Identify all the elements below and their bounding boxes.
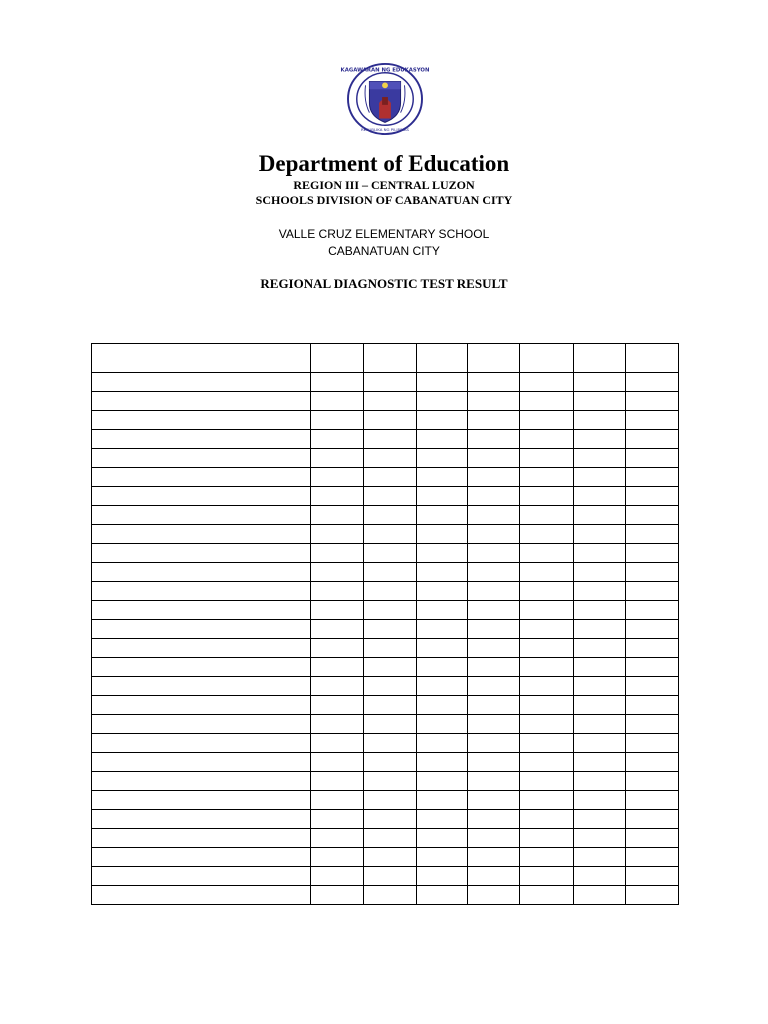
table-cell-score	[520, 639, 574, 658]
table-row	[92, 886, 679, 905]
table-cell-score	[574, 620, 626, 639]
table-cell-score	[520, 734, 574, 753]
table-cell-score	[364, 563, 417, 582]
table-row	[92, 715, 679, 734]
table-cell-score	[468, 639, 520, 658]
table-cell-score	[468, 886, 520, 905]
table-cell-score	[574, 658, 626, 677]
table-cell-name	[92, 696, 311, 715]
table-cell-score	[364, 620, 417, 639]
table-cell-score	[574, 582, 626, 601]
table-cell-name	[92, 620, 311, 639]
division-line: SCHOOLS DIVISION OF CABANATUAN CITY	[255, 193, 513, 207]
table-cell-score	[574, 411, 626, 430]
table-cell-score	[311, 506, 364, 525]
table-cell-score	[311, 658, 364, 677]
table-cell-score	[417, 639, 468, 658]
table-cell-name	[92, 601, 311, 620]
table-cell-score	[626, 506, 679, 525]
table-row	[92, 810, 679, 829]
table-cell-score	[626, 620, 679, 639]
table-cell-score	[574, 696, 626, 715]
table-cell-score	[417, 829, 468, 848]
table-cell-score	[520, 772, 574, 791]
table-cell-score	[311, 373, 364, 392]
table-cell-score	[574, 715, 626, 734]
table-cell-score	[626, 658, 679, 677]
table-row	[92, 411, 679, 430]
table-cell-score	[574, 791, 626, 810]
table-cell-score	[311, 487, 364, 506]
table-cell-score	[520, 886, 574, 905]
table-cell-score	[626, 582, 679, 601]
table-cell-score	[520, 563, 574, 582]
table-cell-score	[417, 601, 468, 620]
table-cell-score	[311, 449, 364, 468]
table-cell-score	[468, 620, 520, 639]
table-cell-score	[311, 810, 364, 829]
table-row	[92, 753, 679, 772]
table-cell-name	[92, 487, 311, 506]
table-cell-name	[92, 715, 311, 734]
table-cell-score	[626, 563, 679, 582]
table-cell-score	[417, 734, 468, 753]
table-cell-score	[574, 468, 626, 487]
table-cell-score	[364, 791, 417, 810]
table-cell-score	[520, 715, 574, 734]
table-cell-score	[417, 810, 468, 829]
table-cell-score	[311, 715, 364, 734]
table-cell-name	[92, 886, 311, 905]
table-cell-score	[364, 715, 417, 734]
table-cell-score	[574, 829, 626, 848]
table-row	[92, 449, 679, 468]
seal-bottom-text: REPUBLIKA NG PILIPINAS	[360, 127, 410, 133]
table-cell-score	[417, 715, 468, 734]
table-cell-score	[520, 620, 574, 639]
table-row	[92, 677, 679, 696]
table-cell-score	[626, 411, 679, 430]
table-header-cell	[626, 344, 679, 373]
table-cell-score	[311, 848, 364, 867]
table-cell-score	[364, 373, 417, 392]
table-cell-score	[417, 867, 468, 886]
table-cell-score	[468, 373, 520, 392]
table-cell-score	[626, 639, 679, 658]
table-cell-score	[417, 544, 468, 563]
table-cell-score	[417, 582, 468, 601]
table-cell-score	[364, 544, 417, 563]
table-cell-name	[92, 506, 311, 525]
table-cell-score	[520, 487, 574, 506]
table-cell-score	[417, 392, 468, 411]
table-cell-score	[520, 753, 574, 772]
table-cell-score	[468, 829, 520, 848]
table-header-cell	[92, 344, 311, 373]
table-cell-name	[92, 392, 311, 411]
table-cell-score	[311, 791, 364, 810]
table-cell-score	[311, 544, 364, 563]
table-cell-score	[626, 677, 679, 696]
table-cell-score	[364, 696, 417, 715]
table-cell-name	[92, 848, 311, 867]
table-cell-score	[417, 753, 468, 772]
table-cell-score	[626, 544, 679, 563]
table-cell-score	[468, 601, 520, 620]
table-row	[92, 392, 679, 411]
table-cell-score	[417, 772, 468, 791]
table-cell-score	[417, 373, 468, 392]
table-cell-score	[626, 430, 679, 449]
table-cell-score	[417, 506, 468, 525]
table-cell-score	[626, 772, 679, 791]
table-cell-score	[574, 601, 626, 620]
table-cell-score	[574, 867, 626, 886]
table-cell-score	[364, 411, 417, 430]
table-cell-score	[364, 677, 417, 696]
table-cell-score	[520, 677, 574, 696]
table-cell-score	[574, 449, 626, 468]
table-cell-score	[468, 658, 520, 677]
table-cell-score	[417, 848, 468, 867]
table-cell-score	[574, 525, 626, 544]
table-cell-score	[311, 639, 364, 658]
table-header-cell	[574, 344, 626, 373]
table-row	[92, 582, 679, 601]
table-cell-score	[520, 544, 574, 563]
table-cell-name	[92, 411, 311, 430]
table-cell-score	[468, 734, 520, 753]
table-cell-score	[520, 411, 574, 430]
table-row	[92, 639, 679, 658]
table-row	[92, 506, 679, 525]
table-cell-score	[311, 430, 364, 449]
table-cell-score	[626, 525, 679, 544]
result-table-body	[92, 344, 679, 905]
table-cell-score	[468, 544, 520, 563]
table-cell-score	[364, 468, 417, 487]
table-cell-score	[626, 848, 679, 867]
table-cell-score	[574, 810, 626, 829]
table-row	[92, 696, 679, 715]
table-cell-name	[92, 639, 311, 658]
table-cell-score	[311, 753, 364, 772]
table-cell-score	[626, 487, 679, 506]
table-cell-score	[520, 658, 574, 677]
table-cell-name	[92, 772, 311, 791]
table-cell-score	[574, 487, 626, 506]
table-cell-score	[574, 430, 626, 449]
table-cell-score	[311, 620, 364, 639]
table-header-cell	[311, 344, 364, 373]
table-cell-score	[417, 791, 468, 810]
table-cell-score	[468, 677, 520, 696]
table-cell-score	[468, 582, 520, 601]
table-cell-name	[92, 810, 311, 829]
table-cell-score	[417, 430, 468, 449]
table-cell-score	[520, 791, 574, 810]
table-row	[92, 544, 679, 563]
table-cell-score	[417, 411, 468, 430]
table-cell-score	[468, 468, 520, 487]
table-cell-name	[92, 430, 311, 449]
table-cell-score	[417, 886, 468, 905]
table-cell-score	[417, 677, 468, 696]
table-cell-score	[520, 468, 574, 487]
table-cell-score	[626, 829, 679, 848]
table-cell-name	[92, 677, 311, 696]
table-cell-score	[468, 772, 520, 791]
table-cell-score	[468, 525, 520, 544]
table-cell-score	[468, 791, 520, 810]
table-cell-score	[520, 373, 574, 392]
table-row	[92, 601, 679, 620]
table-cell-name	[92, 544, 311, 563]
table-cell-score	[520, 449, 574, 468]
table-cell-score	[311, 392, 364, 411]
table-cell-score	[626, 696, 679, 715]
table-cell-score	[520, 601, 574, 620]
table-cell-score	[626, 373, 679, 392]
table-cell-score	[417, 563, 468, 582]
table-cell-score	[520, 848, 574, 867]
table-cell-score	[468, 411, 520, 430]
table-row	[92, 848, 679, 867]
table-cell-score	[574, 772, 626, 791]
table-cell-score	[626, 449, 679, 468]
table-row	[92, 373, 679, 392]
table-cell-score	[417, 658, 468, 677]
table-cell-score	[364, 639, 417, 658]
table-cell-name	[92, 468, 311, 487]
table-cell-score	[417, 696, 468, 715]
table-cell-score	[468, 430, 520, 449]
table-cell-score	[520, 810, 574, 829]
table-cell-score	[574, 392, 626, 411]
table-cell-score	[364, 449, 417, 468]
table-cell-name	[92, 867, 311, 886]
table-row	[92, 620, 679, 639]
school-city: CABANATUAN CITY	[328, 244, 440, 258]
seal-top-text: KAGAWARAN NG EDUKASYON	[340, 67, 430, 74]
table-cell-name	[92, 734, 311, 753]
table-cell-score	[364, 886, 417, 905]
table-cell-score	[626, 468, 679, 487]
table-cell-score	[364, 430, 417, 449]
table-cell-score	[417, 487, 468, 506]
table-cell-score	[468, 696, 520, 715]
table-cell-score	[417, 449, 468, 468]
deped-seal-logo	[340, 62, 430, 136]
table-cell-score	[574, 373, 626, 392]
table-row	[92, 791, 679, 810]
table-cell-score	[311, 696, 364, 715]
result-table	[91, 343, 679, 905]
table-cell-score	[364, 810, 417, 829]
table-cell-score	[626, 810, 679, 829]
table-row	[92, 658, 679, 677]
table-cell-score	[626, 867, 679, 886]
table-cell-score	[364, 867, 417, 886]
table-row	[92, 772, 679, 791]
table-cell-score	[520, 506, 574, 525]
table-cell-score	[364, 525, 417, 544]
table-cell-score	[468, 487, 520, 506]
table-cell-score	[311, 563, 364, 582]
department-title: Department of Education	[258, 151, 510, 176]
table-cell-score	[468, 449, 520, 468]
table-cell-name	[92, 449, 311, 468]
table-cell-score	[626, 715, 679, 734]
table-header-cell	[417, 344, 468, 373]
table-cell-score	[311, 525, 364, 544]
table-cell-score	[311, 734, 364, 753]
table-row	[92, 525, 679, 544]
table-cell-score	[364, 506, 417, 525]
table-row	[92, 430, 679, 449]
table-cell-score	[574, 639, 626, 658]
table-cell-score	[468, 563, 520, 582]
table-cell-score	[364, 772, 417, 791]
table-cell-name	[92, 753, 311, 772]
table-cell-score	[574, 544, 626, 563]
table-row	[92, 867, 679, 886]
table-cell-score	[574, 506, 626, 525]
table-cell-score	[417, 525, 468, 544]
table-cell-score	[468, 753, 520, 772]
table-cell-score	[626, 601, 679, 620]
table-header-cell	[520, 344, 574, 373]
table-cell-score	[520, 829, 574, 848]
table-cell-score	[626, 886, 679, 905]
table-cell-score	[520, 392, 574, 411]
table-cell-score	[364, 753, 417, 772]
table-cell-score	[520, 867, 574, 886]
table-cell-name	[92, 525, 311, 544]
table-cell-score	[626, 753, 679, 772]
table-cell-score	[574, 563, 626, 582]
table-cell-name	[92, 791, 311, 810]
table-cell-score	[468, 715, 520, 734]
table-cell-score	[520, 525, 574, 544]
table-cell-name	[92, 563, 311, 582]
table-header-cell	[468, 344, 520, 373]
table-cell-score	[311, 677, 364, 696]
table-cell-name	[92, 373, 311, 392]
table-row	[92, 487, 679, 506]
table-cell-score	[626, 734, 679, 753]
table-cell-score	[364, 848, 417, 867]
table-header-row	[92, 344, 679, 373]
table-cell-score	[311, 468, 364, 487]
table-cell-score	[468, 392, 520, 411]
table-cell-score	[364, 392, 417, 411]
table-cell-score	[364, 487, 417, 506]
table-cell-score	[364, 829, 417, 848]
table-cell-score	[574, 886, 626, 905]
table-cell-score	[311, 411, 364, 430]
table-cell-score	[364, 601, 417, 620]
table-cell-score	[468, 810, 520, 829]
table-row	[92, 734, 679, 753]
table-cell-score	[311, 582, 364, 601]
table-cell-score	[311, 886, 364, 905]
report-title: REGIONAL DIAGNOSTIC TEST RESULT	[260, 276, 508, 291]
table-cell-score	[364, 582, 417, 601]
region-line: REGION III – CENTRAL LUZON	[293, 178, 475, 192]
table-cell-score	[574, 734, 626, 753]
table-cell-score	[468, 848, 520, 867]
table-cell-score	[364, 734, 417, 753]
table-cell-score	[364, 658, 417, 677]
table-cell-score	[520, 430, 574, 449]
table-cell-name	[92, 658, 311, 677]
table-cell-score	[311, 867, 364, 886]
table-cell-score	[311, 772, 364, 791]
table-row	[92, 563, 679, 582]
table-cell-score	[468, 867, 520, 886]
table-cell-score	[520, 582, 574, 601]
table-cell-score	[574, 848, 626, 867]
table-header-cell	[364, 344, 417, 373]
table-cell-score	[417, 468, 468, 487]
table-cell-score	[520, 696, 574, 715]
school-name: VALLE CRUZ ELEMENTARY SCHOOL	[278, 227, 490, 241]
table-row	[92, 468, 679, 487]
table-cell-score	[417, 620, 468, 639]
table-cell-score	[626, 392, 679, 411]
table-cell-score	[574, 677, 626, 696]
table-cell-score	[311, 601, 364, 620]
table-row	[92, 829, 679, 848]
table-cell-score	[468, 506, 520, 525]
table-cell-name	[92, 829, 311, 848]
table-cell-score	[311, 829, 364, 848]
table-cell-name	[92, 582, 311, 601]
table-cell-score	[574, 753, 626, 772]
table-cell-score	[626, 791, 679, 810]
